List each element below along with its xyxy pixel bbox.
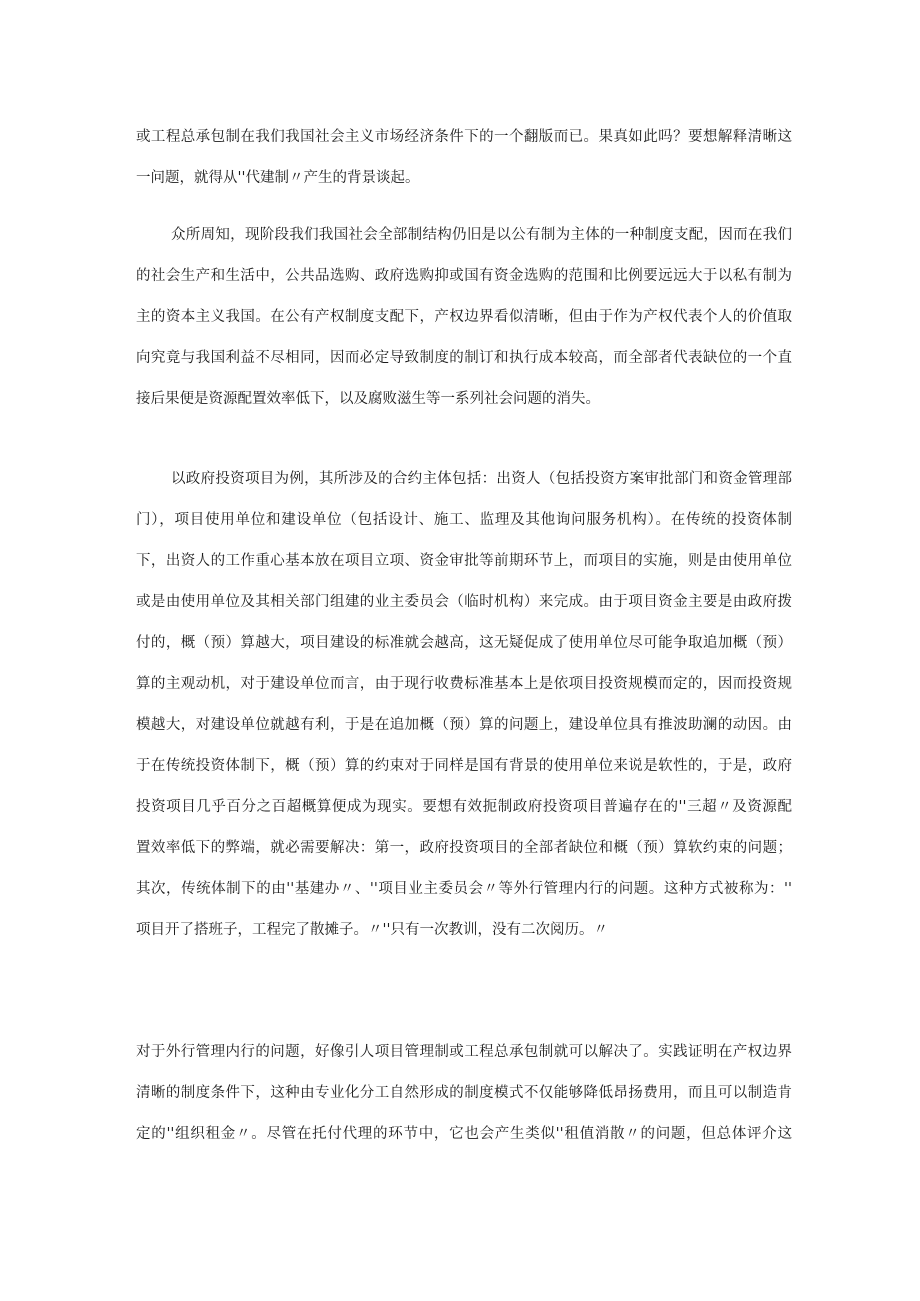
paragraph-2 — [136, 215, 792, 420]
paragraph-line: 对于外行管理内行的问题，好像引人项目管理制或工程总承包制就可以解决了。实践证明在产权边界 — [136, 1044, 792, 1060]
paragraph-line: 模越大，对建设单位就越有利，于是在追加概（预）算的问题上，建设单位具有推波助澜的动因。由 — [136, 717, 792, 733]
paragraph-line: 或是由使用单位及其相关部门组建的业主委员会（临时机构）来完成。由于项目资金主要是由政府拨 — [136, 594, 792, 610]
paragraph-line: 接后果便是资源配置效率低下，以及腐败滋生等一系列社会问题的消失。 — [136, 391, 600, 407]
paragraph-4 — [136, 1032, 792, 1155]
paragraph-line: 以政府投资项目为例，其所涉及的合约主体包括：出资人（包括投资方案审批部门和资金管理部 — [171, 471, 792, 487]
paragraph-line: 门），项目使用单位和建设单位（包括设计、施工、监理及其他询问服务机构）。在传统的投资体制 — [136, 512, 792, 528]
paragraph-line: 众所周知，现阶段我们我国社会全部制结构仍旧是以公有制为主体的一种制度支配，因而在我们 — [171, 227, 792, 243]
paragraph-line: 其次，传统体制下的由''基建办〃、''项目业主委员会〃等外行管理内行的问题。这种方式被称为：'' — [136, 881, 792, 897]
paragraph-line: 算的主观动机，对于建设单位而言，由于现行收费标准基本上是依项目投资规模而定的，因而投资规 — [136, 676, 792, 692]
paragraph-line: 置效率低下的弊端，就必需要解决：第一，政府投资项目的全部者缺位和概（预）算软约束的问题； — [136, 840, 792, 856]
paragraph-line: 下，出资人的工作重心基本放在项目立项、资金审批等前期环节上，而项目的实施，则是由使用单位 — [136, 553, 792, 569]
paragraph-line: 主的资本主义我国。在公有产权制度支配下，产权边界看似清晰，但由于作为产权代表个人的价值取 — [136, 309, 792, 325]
paragraph-line: 项目开了搭班子，工程完了散摊子。〃''只有一次教训，没有二次阅历。〃 — [136, 922, 608, 938]
paragraph-3 — [136, 459, 792, 951]
paragraph-line: 于在传统投资体制下，概（预）算的约束对于同样是国有背景的使用单位来说是软性的，于是，政府 — [136, 758, 792, 774]
paragraph-line: 或工程总承包制在我们我国社会主义市场经济条件下的一个翻版而已。果真如此吗？要想解释清晰这 — [136, 129, 792, 145]
paragraph-line: 投资项目几乎百分之百超概算便成为现实。要想有效扼制政府投资项目普遍存在的''三超〃及资源配 — [136, 799, 792, 815]
paragraph-line: 定的''组织租金〃。尽管在托付代理的环节中，它也会产生类似''租值消散〃的问题，但总体评介这 — [136, 1126, 792, 1142]
paragraph-line: 清晰的制度条件下，这种由专业化分工自然形成的制度模式不仅能够降低昂扬费用，而且可以制造肯 — [136, 1085, 792, 1101]
paragraph-line: 付的，概（预）算越大，项目建设的标准就会越高，这无疑促成了使用单位尽可能争取追加概（预） — [136, 635, 792, 651]
paragraph-line: 一问题，就得从''代建制〃产生的背景谈起。 — [136, 170, 420, 186]
paragraph-1 — [136, 117, 792, 199]
paragraph-line: 向究竟与我国利益不尽相同，因而必定导致制度的制订和执行成本较高，而全部者代表缺位的一个直 — [136, 350, 792, 366]
paragraph-line: 的社会生产和生活中，公共品选购、政府选购抑或国有资金选购的范围和比例要远远大于以私有制为 — [136, 268, 792, 284]
